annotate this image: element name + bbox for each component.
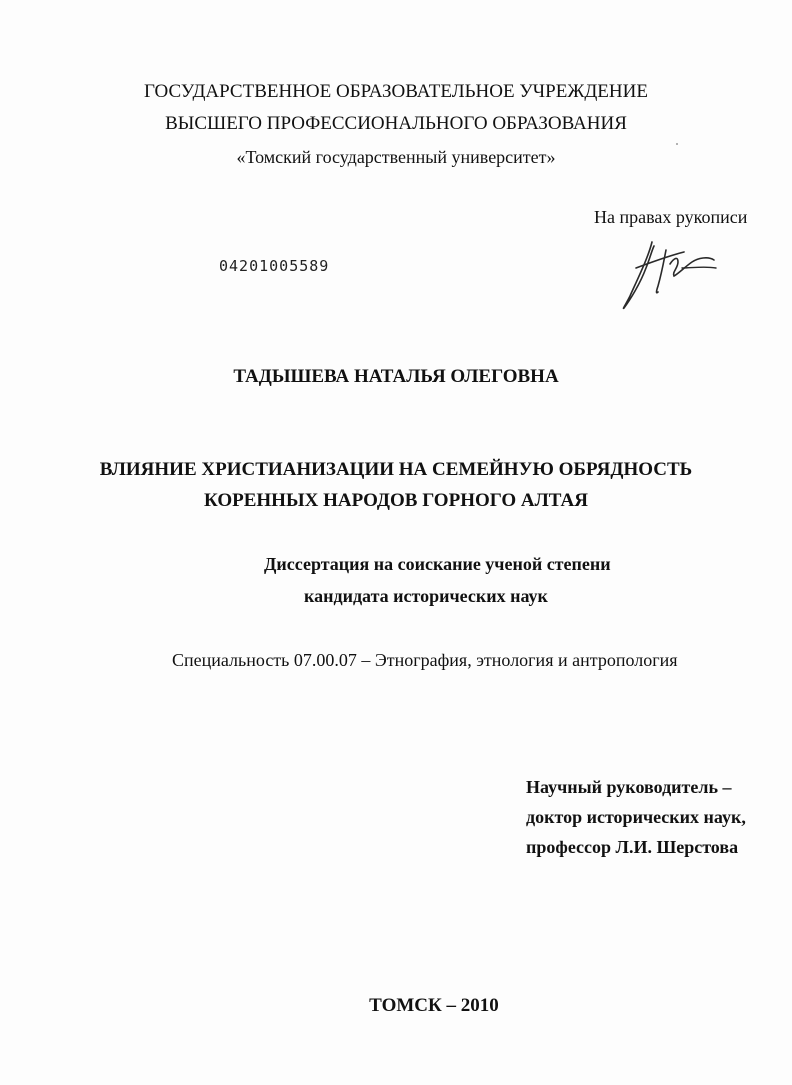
degree-line-1: Диссертация на соискание ученой степени (264, 554, 611, 574)
author-name: ТАДЫШЕВА НАТАЛЬЯ ОЛЕГОВНА (233, 366, 559, 387)
supervisor-line-1: Научный руководитель – (526, 777, 732, 797)
city-year: ТОМСК – 2010 (369, 995, 499, 1016)
supervisor-line-2: доктор исторических наук, (526, 807, 746, 827)
scan-speck (676, 143, 678, 145)
thesis-title-line-2: КОРЕННЫХ НАРОДОВ ГОРНОГО АЛТАЯ (204, 490, 588, 511)
specialty: Специальность 07.00.07 – Этнография, этнология и антропология (172, 650, 678, 670)
institution-line-2: ВЫСШЕГО ПРОФЕССИОНАЛЬНОГО ОБРАЗОВАНИЯ (165, 113, 627, 134)
thesis-title-line-1: ВЛИЯНИЕ ХРИСТИАНИЗАЦИИ НА СЕМЕЙНУЮ ОБРЯДНОСТЬ (99, 459, 693, 480)
university-name: «Томский государственный университет» (236, 147, 556, 167)
supervisor-line-3: профессор Л.И. Шерстова (526, 837, 739, 857)
manuscript-note: На правах рукописи (594, 207, 748, 227)
catalog-number: 04201005589 (219, 257, 330, 275)
degree-line-2: кандидата исторических наук (304, 586, 548, 606)
institution-line-1: ГОСУДАРСТВЕННОЕ ОБРАЗОВАТЕЛЬНОЕ УЧРЕЖДЕНИЕ (144, 81, 648, 102)
signature-icon (612, 238, 722, 318)
